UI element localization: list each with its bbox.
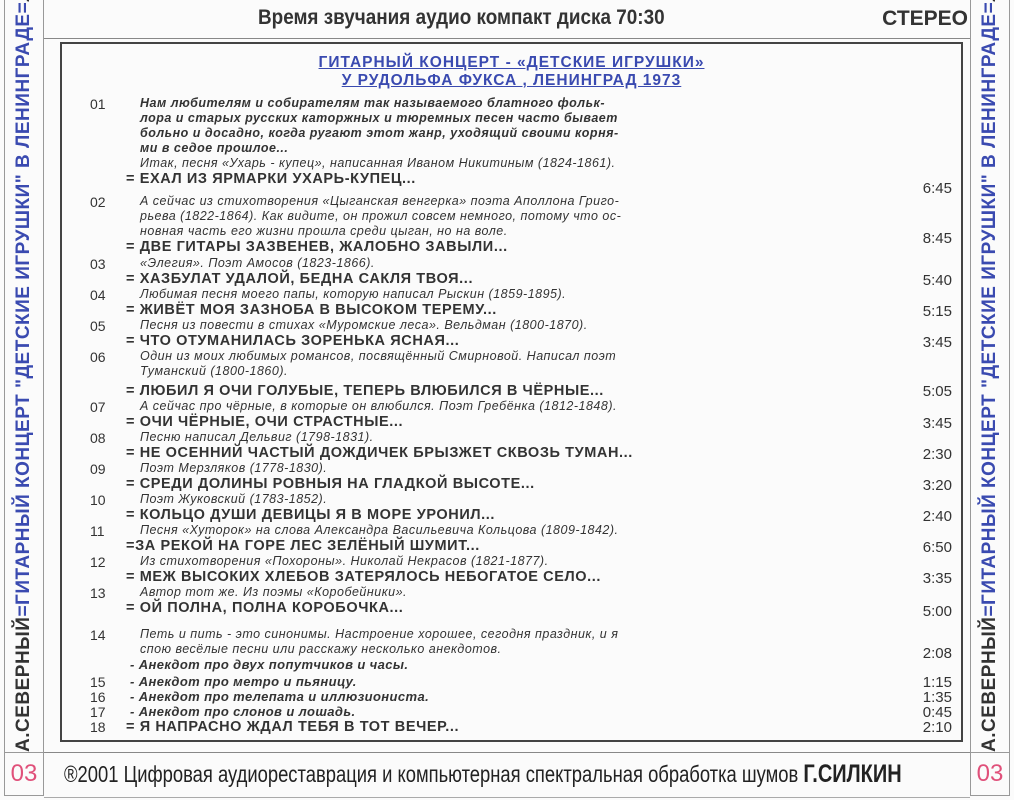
track-duration: 0:45 (922, 704, 952, 721)
song-title: = СРЕДИ ДОЛИНЫ РОВНЫЯ НА ГЛАДКОЙ ВЫСОТЕ... (126, 476, 535, 492)
audio-mode: СТЕРЕО (882, 7, 968, 30)
credit-author: Г.СИЛКИН (803, 760, 902, 788)
track-list (90, 96, 952, 735)
description-line: больно и досадно, когда ругают этот жанр, уходящий своими корня- (140, 126, 619, 140)
description-line: Петь и пить - это синонимы. Настроение хорошее, сегодня праздник, и я (140, 627, 619, 641)
track-row (90, 719, 952, 735)
track-number: 14 (90, 627, 106, 643)
track-description: Песню написал Дельвиг (1798-1831). (140, 430, 374, 444)
track-duration: 3:45 (922, 334, 952, 351)
track-row (90, 96, 952, 197)
track-description: А сейчас про чёрные, в которые он влюбился. Поэт Гребёнка (1812-1848). (140, 399, 617, 413)
anecdote-title: - Анекдот про слонов и лошадь. (130, 704, 356, 719)
track-duration: 6:45 (922, 180, 952, 197)
left-spine (4, 0, 44, 752)
footer (44, 752, 970, 798)
track-duration: 2:30 (922, 446, 952, 463)
track-duration: 3:45 (922, 415, 952, 432)
credit-text: ®2001 Цифровая аудиореставрация и компьютерная спектральная обработка шумов (64, 761, 804, 787)
track-number: 02 (90, 194, 106, 210)
song-title: =ЗА РЕКОЙ НА ГОРЕ ЛЕС ЗЕЛЁНЫЙ ШУМИТ... (126, 538, 480, 554)
description-line: Туманский (1800-1860). (140, 364, 288, 378)
track-description (140, 96, 830, 156)
track-row (90, 194, 952, 256)
spine-artist: А.СЕВЕРНЫЙ (13, 616, 34, 752)
track-number: 01 (90, 96, 106, 112)
song-title: = ОЧИ ЧЁРНЫЕ, ОЧИ СТРАСТНЫЕ... (126, 414, 404, 430)
track-row (90, 256, 952, 287)
track-number: 06 (90, 349, 106, 365)
spine-separator: = (13, 1, 34, 14)
spine-label (13, 0, 35, 752)
tracklist-panel (60, 42, 963, 742)
disc-number: 03 (4, 752, 44, 796)
track-description: Любимая песня моего папы, которую написал Рыскин (1859-1895). (140, 287, 567, 301)
description-line: лора и старых русских каторжных и тюремных песен часто бывает (140, 111, 618, 125)
track-duration: 5:15 (922, 303, 952, 320)
description-line: Один из моих любимых романсов, посвящённый Смирновой. Написал поэт (140, 349, 617, 363)
track-row (90, 523, 952, 554)
anecdote-title: - Анекдот про метро и пьяницу. (130, 674, 357, 689)
spine-title: ГИТАРНЫЙ КОНЦЕРТ "ДЕТСКИЕ ИГРУШКИ" В ЛЕНИНГРАДЕ (979, 13, 1000, 605)
anecdote-title: - Анекдот про телепата и иллюзиониста. (130, 689, 430, 704)
song-title: = Я НАПРАСНО ЖДАЛ ТЕБЯ В ТОТ ВЕЧЕР... (126, 719, 460, 735)
spine-label (979, 0, 1001, 752)
track-duration: 5:00 (922, 603, 952, 620)
track-duration: 1:15 (922, 674, 952, 691)
track-duration: 3:20 (922, 477, 952, 494)
track-duration: 6:50 (922, 539, 952, 556)
track-description (140, 349, 830, 379)
track-number: 11 (90, 523, 105, 539)
track-description: Из стихотворения «Похороны». Николай Некрасов (1821-1877). (140, 554, 549, 568)
album-title-line-2: У РУДОЛЬФА ФУКСА , ЛЕНИНГРАД 1973 (341, 72, 682, 89)
track-description (140, 194, 830, 239)
track-number: 09 (90, 461, 106, 477)
description-line: спою весёлые песни или расскажу несколько анекдотов. (140, 642, 502, 656)
track-number: 18 (90, 719, 106, 735)
spine-title: ГИТАРНЫЙ КОНЦЕРТ "ДЕТСКИЕ ИГРУШКИ" В ЛЕНИНГРАДЕ (13, 13, 34, 605)
disc-number: 03 (970, 752, 1010, 796)
track-row (90, 627, 952, 674)
right-spine (970, 0, 1010, 752)
track-number: 16 (90, 689, 106, 705)
description-line: рьева (1822-1864). Как видите, он прожил совсем немного, потому что ос- (140, 209, 622, 223)
track-number: 08 (90, 430, 106, 446)
track-row (90, 674, 952, 689)
track-number: 13 (90, 585, 106, 601)
album-title (62, 54, 961, 90)
anecdote-title: - Анекдот про двух попутчиков и часы. (130, 657, 409, 672)
spine-year (979, 0, 1001, 2)
song-title: = КОЛЬЦО ДУШИ ДЕВИЦЫ Я В МОРЕ УРОНИЛ... (126, 507, 496, 523)
track-description: Автор тот же. Из поэмы «Коробейники». (140, 585, 407, 599)
track-row (90, 585, 952, 627)
track-description (140, 627, 830, 657)
song-title: = ЕХАЛ ИЗ ЯРМАРКИ УХАРЬ-КУПЕЦ... (126, 171, 416, 187)
song-title: = ЧТО ОТУМАНИЛАСЬ ЗОРЕНЬКА ЯСНАЯ... (126, 333, 460, 349)
track-duration: 1:35 (922, 689, 952, 706)
track-description: Песня «Хуторок» на слова Александра Васильевича Кольцова (1809-1842). (140, 523, 619, 537)
track-duration: 2:40 (922, 508, 952, 525)
track-row (90, 461, 952, 492)
song-title: = ДВЕ ГИТАРЫ ЗАЗВЕНЕВ, ЖАЛОБНО ЗАВЫЛИ... (126, 239, 508, 255)
spine-separator: = (979, 1, 1000, 14)
track-row (90, 318, 952, 349)
track-number: 15 (90, 674, 106, 690)
track-description: Итак, песня «Ухарь - купец», написанная Иваном Никитиным (1824-1861). (140, 156, 616, 170)
song-title: = ЖИВЁТ МОЯ ЗАЗНОБА В ВЫСОКОМ ТЕРЕМУ... (126, 302, 497, 318)
track-duration: 8:45 (922, 230, 952, 247)
track-row (90, 492, 952, 523)
track-duration: 2:08 (922, 645, 952, 662)
track-row (90, 349, 952, 399)
song-title: = МЕЖ ВЫСОКИХ ХЛЕБОВ ЗАТЕРЯЛОСЬ НЕБОГАТОЕ СЕЛО... (126, 569, 602, 585)
track-number: 12 (90, 554, 106, 570)
restoration-credit (64, 760, 902, 789)
track-row (90, 430, 952, 461)
song-title: = ЛЮБИЛ Я ОЧИ ГОЛУБЫЕ, ТЕПЕРЬ ВЛЮБИЛСЯ В ЧЁРНЫЕ... (126, 383, 604, 399)
spine-artist: А.СЕВЕРНЫЙ (979, 616, 1000, 752)
spine-separator: = (13, 604, 34, 617)
song-title: = ОЙ ПОЛНА, ПОЛНА КОРОБОЧКА... (126, 600, 404, 616)
track-row (90, 399, 952, 430)
track-row (90, 287, 952, 318)
track-number: 17 (90, 704, 106, 720)
track-number: 04 (90, 287, 106, 303)
track-description: Песня из повести в стихах «Муромские леса». Вельдман (1800-1870). (140, 318, 588, 332)
track-number: 05 (90, 318, 106, 334)
spine-separator: = (979, 604, 1000, 617)
description-line: Нам любителям и собирателям так называемого блатного фольк- (140, 96, 606, 110)
total-duration: Время звучания аудио компакт диска 70:30 (258, 6, 665, 29)
album-title-line-1: ГИТАРНЫЙ КОНЦЕРТ - «ДЕТСКИЕ ИГРУШКИ» (318, 54, 705, 71)
header (44, 0, 970, 39)
track-description: «Элегия». Поэт Амосов (1823-1866). (140, 256, 375, 270)
track-duration: 3:35 (922, 570, 952, 587)
track-duration: 5:40 (922, 272, 952, 289)
spine-year (13, 0, 35, 2)
description-line: А сейчас из стихотворения «Цыганская венгерка» поэта Аполлона Григо- (140, 194, 620, 208)
track-number: 10 (90, 492, 106, 508)
track-number: 07 (90, 399, 106, 415)
song-title: = ХАЗБУЛАТ УДАЛОЙ, БЕДНА САКЛЯ ТВОЯ... (126, 271, 474, 287)
track-row (90, 704, 952, 719)
description-line: новная часть его жизни прошла среди цыган, но на воле. (140, 224, 508, 238)
track-row (90, 554, 952, 585)
song-title: = НЕ ОСЕННИЙ ЧАСТЫЙ ДОЖДИЧЕК БРЫЗЖЕТ СКВОЗЬ ТУМАН... (126, 445, 633, 461)
description-line: ми в седое прошлое... (140, 141, 289, 155)
track-duration: 5:05 (922, 383, 952, 400)
track-row (90, 689, 952, 704)
track-description: Поэт Жуковский (1783-1852). (140, 492, 328, 506)
track-description: Поэт Мерзляков (1778-1830). (140, 461, 328, 475)
track-duration: 2:10 (922, 719, 952, 736)
track-number: 03 (90, 256, 106, 272)
